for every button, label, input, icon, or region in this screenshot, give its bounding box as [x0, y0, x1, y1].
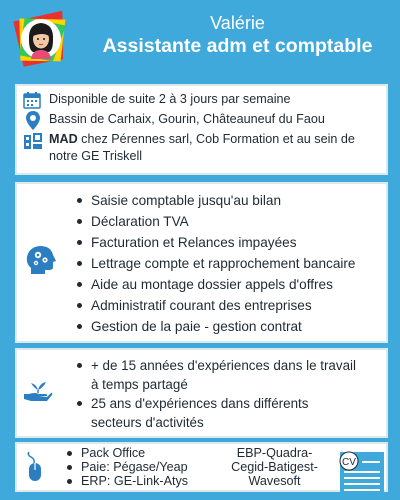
- mad-label: MAD: [49, 132, 78, 146]
- list-item-line: secteurs d'activités: [91, 415, 204, 430]
- cv-document-icon: [332, 450, 388, 499]
- job-title: Assistante adm et comptable: [102, 35, 373, 57]
- list-item-line: à temps partagé: [91, 377, 188, 392]
- list-item-line: 25 ans d'expériences dans différents: [91, 396, 309, 411]
- availability-card: [15, 84, 388, 175]
- woman-avatar-icon: [12, 10, 70, 68]
- list-item: Déclaration TVA: [77, 211, 355, 232]
- tools-list: [61, 446, 188, 488]
- tools-card: [15, 442, 388, 492]
- mad-text-line2: notre GE Triskell: [49, 149, 143, 163]
- list-item: Lettrage compte et rapprochement bancaire: [77, 253, 355, 274]
- person-name: Valérie: [210, 13, 265, 33]
- mad-description: chez Pérennes sarl, Cob Formation et au sein de: [77, 132, 355, 146]
- tools-software-line: EBP-Quadra-: [236, 446, 313, 460]
- avatar: [12, 10, 70, 68]
- list-item: Gestion de la paie - gestion contrat: [77, 316, 355, 337]
- location-text: Bassin de Carhaix, Gourin, Châteauneuf du Faou: [49, 112, 325, 126]
- tools-software: [217, 446, 332, 488]
- mad-text: [49, 131, 355, 148]
- mouse-icon: [25, 450, 49, 489]
- brain-gears-icon: [25, 244, 61, 285]
- skills-card: [15, 182, 388, 343]
- skills-list: [77, 190, 355, 337]
- hand-with-plant-icon: [23, 378, 53, 409]
- list-item: Paie: Pégase/Yeap: [61, 460, 188, 474]
- tools-software-line: Wavesoft: [248, 474, 301, 488]
- tools-software-line: Cegid-Batigest-: [231, 460, 318, 474]
- list-item: Pack Office: [61, 446, 188, 460]
- availability-text: Disponible de suite 2 à 3 jours par semaine: [49, 92, 291, 106]
- cv-label: CV: [342, 457, 356, 468]
- header: [0, 0, 400, 80]
- list-item-line: + de 15 années d'expériences dans le travail: [91, 358, 356, 373]
- list-item: Saisie comptable jusqu'au bilan: [77, 190, 355, 211]
- mad-org-icon: [23, 132, 43, 157]
- experience-list: [69, 356, 374, 432]
- experience-card: [15, 348, 388, 438]
- list-item: Aide au montage dossier appels d'offres: [77, 274, 355, 295]
- header-title: [80, 12, 395, 58]
- list-item: ERP: GE-Link-Atys: [61, 474, 188, 488]
- list-item: [69, 356, 374, 394]
- list-item: [69, 394, 374, 432]
- list-item: Administratif courant des entreprises: [77, 295, 355, 316]
- list-item: Facturation et Relances impayées: [77, 232, 355, 253]
